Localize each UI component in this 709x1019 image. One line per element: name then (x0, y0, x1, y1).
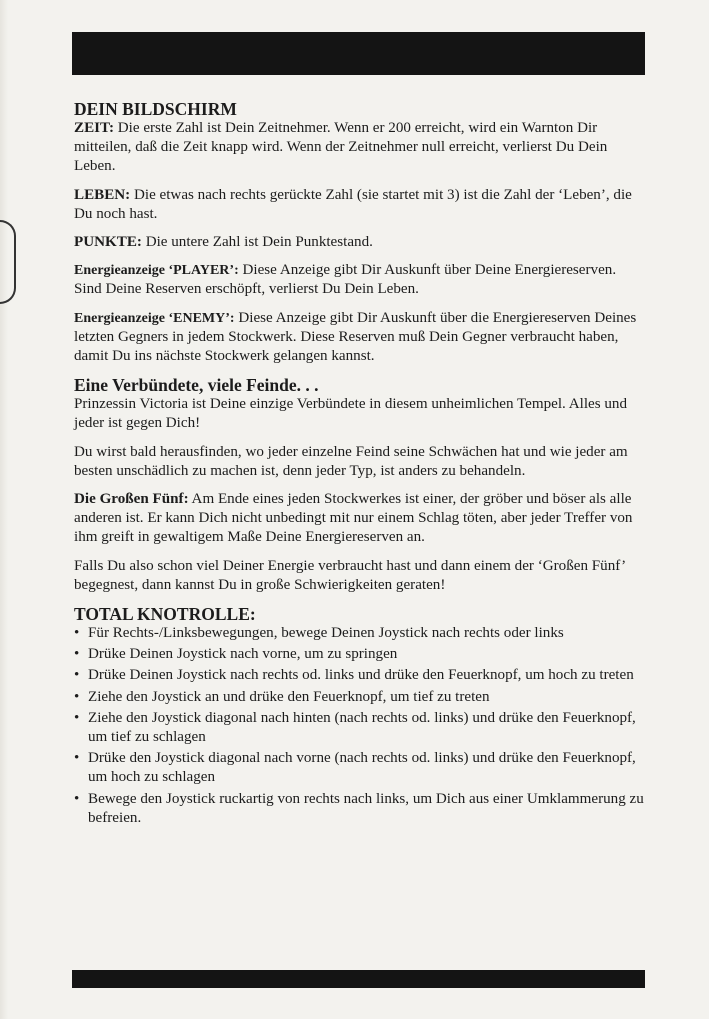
heading-screen: DEIN BILDSCHIRM (74, 99, 237, 119)
list-item: • Ziehe den Joystick diagonal nach hinten (nach rechts od. links) und drüke den Feuerknopf, um tief zu schlagen (74, 709, 646, 747)
binder-ring (0, 220, 16, 304)
list-item: • Ziehe den Joystick an und drüke den Feuerknopf, um tief zu treten (74, 688, 646, 707)
label-leben: LEBEN: (74, 186, 131, 203)
text-five: Am Ende eines jeden Stockwerkes ist einer, der gröber und böser als alle anderen ist. Er kann Dich nicht unbedingt mit nur einem Schlag töten, aber jeder Treffer von ihm greift in gewaltigem Maße Deine Energiereserven an. (74, 491, 633, 546)
control-list (74, 624, 646, 828)
manual-text (74, 99, 646, 830)
label-enemy: Energieanzeige ‘ENEMY’: (74, 310, 235, 326)
para-five (74, 490, 646, 548)
page-edge (0, 0, 8, 1019)
list-item: • Bewege den Joystick ruckartig von rechts nach links, um Dich aus einer Umklammerung zu befreien. (74, 790, 646, 828)
label-punkte: PUNKTE: (74, 234, 142, 251)
list-item: • Für Rechts-/Linksbewegungen, bewege Deinen Joystick nach rechts oder links (74, 624, 646, 643)
label-zeit: ZEIT: (74, 120, 114, 136)
list-item: • Drüke Deinen Joystick nach vorne, um zu springen (74, 645, 646, 664)
heading-control: TOTAL KNOTROLLE: (74, 604, 256, 625)
para-zeit (74, 119, 646, 177)
heading-allies: Eine Verbündete, viele Feinde. . . (74, 375, 319, 396)
text-player: Diese Anzeige gibt Dir Auskunft über Deine Energiereserven. Sind Deine Reserven erschöpft, verlierst Du Dein Leben. (74, 262, 617, 298)
para-enemy (74, 309, 646, 367)
para-leben (74, 186, 646, 224)
label-five: Die Großen Fünf: (74, 491, 189, 508)
para-player (74, 261, 646, 299)
label-player: Energieanzeige ‘PLAYER’: (74, 263, 239, 279)
list-item: • Drüke den Joystick diagonal nach vorne (nach rechts od. links) und drüke den Feuerknopf, um hoch zu schlagen (74, 749, 646, 787)
text-punkte: Die untere Zahl ist Dein Punktestand. (141, 234, 373, 251)
para-allies-3: Falls Du also schon viel Deiner Energie verbraucht hast und dann einem der ‘Großen Fünf’ begegnest, dann kannst Du in große Schwierigkeiten geraten! (74, 557, 626, 593)
para-allies-2: Du wirst bald herausfinden, wo jeder einzelne Feind seine Schwächen hat und wie jeder am besten unschädlich zu machen ist, denn jeder Typ, ist anders zu behandeln. (74, 443, 628, 479)
text-leben: Die etwas nach rechts gerückte Zahl (sie startet mit 3) ist die Zahl der ‘Leben’, die Du noch hast. (74, 186, 632, 222)
footer-bar (72, 970, 645, 988)
para-allies-1: Prinzessin Victoria ist Deine einzige Verbündete in diesem unheimlichen Tempel. Alles und jeder ist gegen Dich! (74, 396, 628, 432)
text-enemy: Diese Anzeige gibt Dir Auskunft über die Energiereserven Deines letzten Gegners in jedem Stockwerk. Diese Reserven muß Dein Gegner verbraucht haben, damit Du ins nächste Stockwerk gelangen kannst. (74, 309, 637, 365)
para-punkte (74, 233, 646, 252)
list-item: • Drüke Deinen Joystick nach rechts od. links und drüke den Feuerknopf, um hoch zu treten (74, 666, 646, 685)
header-bar (72, 32, 645, 75)
text-zeit: Die erste Zahl ist Dein Zeitnehmer. Wenn er 200 erreicht, wird ein Warnton Dir mitteilen, daß die Zeit knapp wird. Wenn der Zeitnehmer null erreicht, verlierst Du Dein Leben. (74, 120, 608, 175)
